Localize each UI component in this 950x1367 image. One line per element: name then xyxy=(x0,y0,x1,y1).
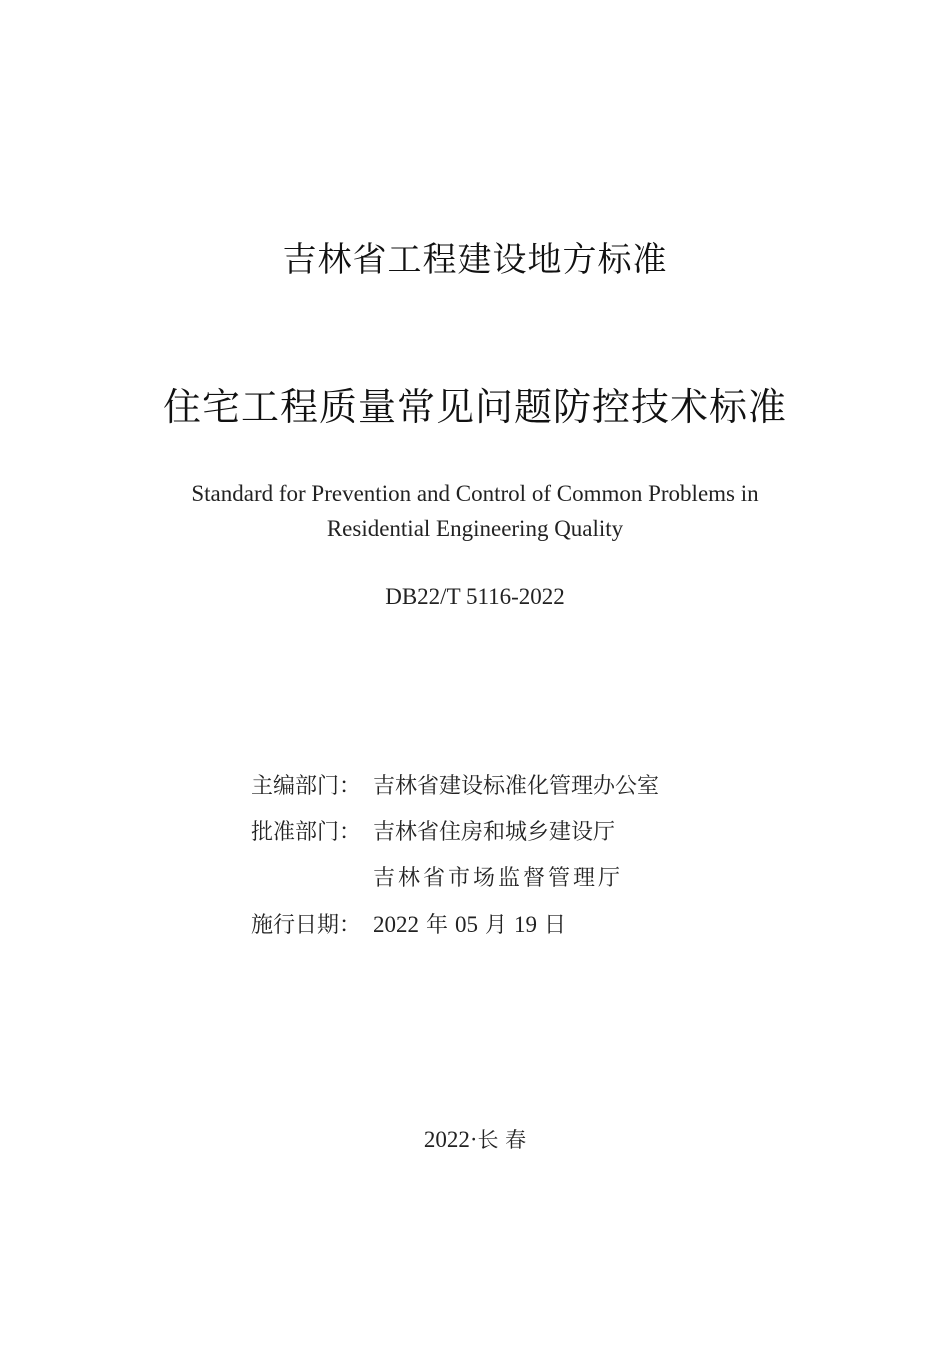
chief-editor-label: 主编部门： xyxy=(251,774,362,799)
publication-info xyxy=(251,768,659,952)
chief-editor-value: 吉林省建设标准化管理办公室 xyxy=(373,774,660,799)
chief-editor-row xyxy=(251,768,659,814)
standard-title: 住宅工程质量常见问题防控技术标准 xyxy=(162,385,787,429)
effective-year: 2022 xyxy=(373,912,419,937)
footer-city: 长 春 xyxy=(477,1128,527,1152)
approval-value-2: 吉林省市场监督管理厅 xyxy=(373,866,624,891)
publication-place-year xyxy=(0,1124,950,1154)
approval-label: 批准部门： xyxy=(251,820,362,845)
footer-year: 2022· xyxy=(423,1127,478,1152)
effective-month: 05 xyxy=(455,912,479,937)
approval-row xyxy=(251,814,659,860)
effective-day-unit: 日 xyxy=(544,913,567,938)
effective-year-unit: 年 xyxy=(426,913,449,938)
english-title-line-1: Standard for Prevention and Control of Common Problems in xyxy=(191,481,759,506)
series-title: 吉林省工程建设地方标准 xyxy=(282,240,668,280)
approval-value-1: 吉林省住房和城乡建设厅 xyxy=(373,820,616,845)
standard-code: DB22/T 5116-2022 xyxy=(385,584,565,609)
effective-date-value xyxy=(373,906,566,945)
effective-day: 19 xyxy=(514,912,538,937)
effective-month-unit: 月 xyxy=(485,913,508,938)
approval-row-2 xyxy=(251,860,659,906)
effective-date-row xyxy=(251,906,659,952)
english-title-line-2: Residential Engineering Quality xyxy=(326,516,624,541)
english-title xyxy=(0,476,950,546)
effective-date-label: 施行日期： xyxy=(251,913,362,938)
